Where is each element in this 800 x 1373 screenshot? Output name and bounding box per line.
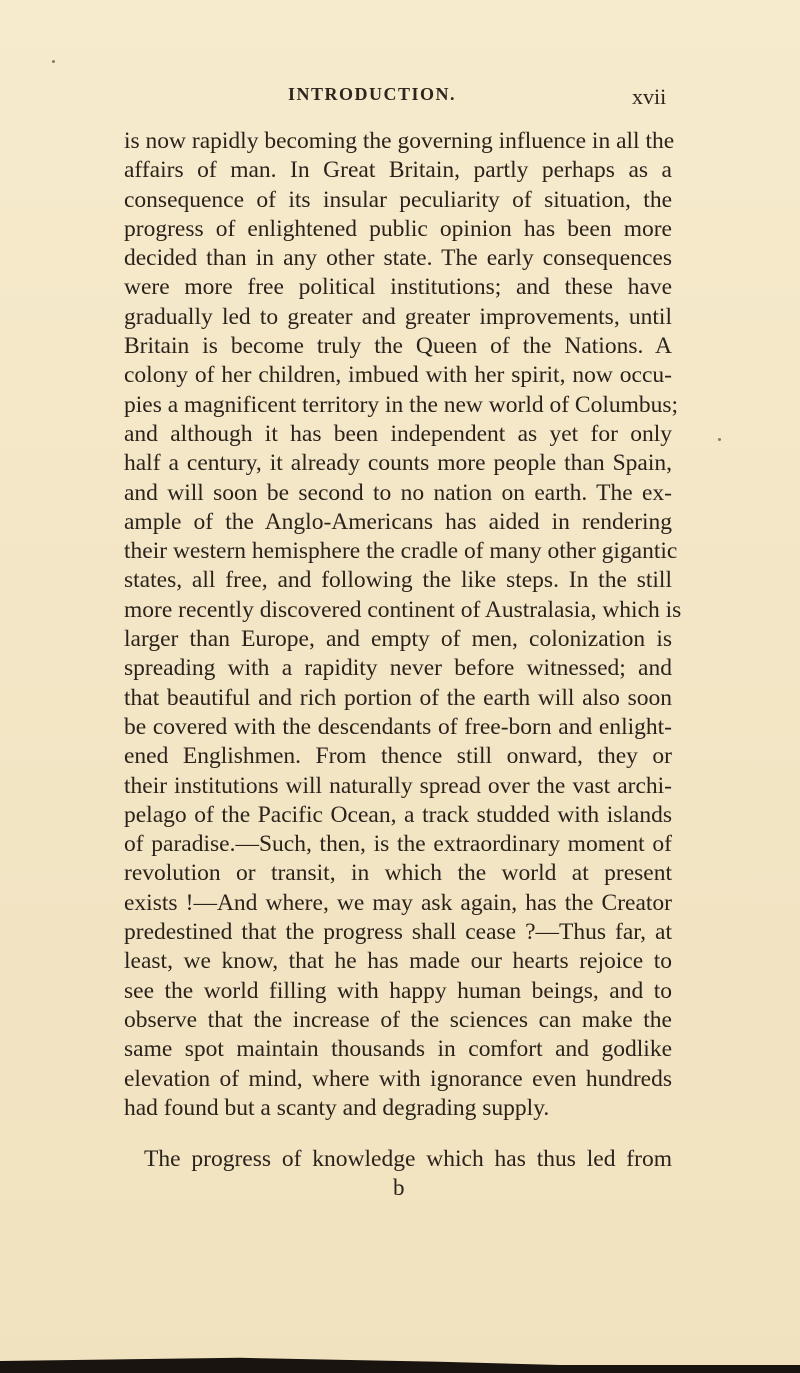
- text-line: Britain is become truly the Queen of the Nations. A: [124, 333, 672, 360]
- text-line: pies a magnificent territory in the new world of Columbus;: [124, 391, 679, 418]
- text-line: and will soon be second to no nation on earth. The ex-: [124, 479, 672, 506]
- text-line: least, we know, that he has made our hearts rejoice to: [124, 948, 672, 975]
- text-line: colony of her children, imbued with her spirit, now occu-: [124, 362, 672, 389]
- text-line: revolution or transit, in which the world at present: [124, 860, 672, 887]
- text-line: predestined that the progress shall cease ?—Thus far, at: [124, 919, 672, 946]
- text-line: half a century, it already counts more people than Spain,: [124, 450, 672, 477]
- text-line: consequence of its insular peculiarity of situation, the: [124, 186, 672, 213]
- text-line: elevation of mind, where with ignorance even hundreds: [124, 1065, 672, 1092]
- paper-speck: [718, 438, 721, 441]
- signature-mark: b: [393, 1175, 405, 1200]
- text-line: see the world filling with happy human beings, and to: [124, 977, 672, 1004]
- text-line: decided than in any other state. The early consequences: [124, 245, 672, 272]
- text-line: states, all free, and following the like steps. In the still: [124, 567, 672, 594]
- text-line: of paradise.—Such, then, is the extraordinary moment of: [124, 831, 672, 858]
- running-head: INTRODUCTION.: [288, 84, 457, 104]
- text-line: observe that the increase of the sciences can make the: [124, 1006, 672, 1033]
- body-paragraph-1: [124, 127, 682, 1123]
- text-line: gradually led to greater and greater improvements, until: [124, 303, 672, 330]
- text-line: progress of enlightened public opinion has been more: [124, 215, 672, 242]
- text-line: and although it has been independent as yet for only: [124, 420, 672, 447]
- page-edge-shadow: [0, 1333, 800, 1373]
- text-line: affairs of man. In Great Britain, partly perhaps as a: [124, 157, 672, 184]
- body-paragraph-2: [124, 1145, 672, 1174]
- text-line: their institutions will naturally spread over the vast archi-: [124, 772, 672, 799]
- paper-speck: [52, 60, 55, 63]
- text-line: their western hemisphere the cradle of many other gigantic: [124, 538, 678, 565]
- text-line: had found but a scanty and degrading supply.: [124, 1094, 550, 1121]
- page-number: xvii: [632, 84, 667, 109]
- text-line: were more free political institutions; and these have: [124, 274, 672, 301]
- text-line: be covered with the descendants of free-born and enlight-: [124, 713, 672, 740]
- text-line: larger than Europe, and empty of men, colonization is: [124, 626, 672, 653]
- text-line: spreading with a rapidity never before witnessed; and: [124, 655, 672, 682]
- text-line: that beautiful and rich portion of the earth will also soon: [124, 684, 672, 711]
- page-header: [0, 84, 800, 114]
- text-line: is now rapidly becoming the governing influence in all the: [124, 128, 675, 154]
- text-line: ened Englishmen. From thence still onward, they or: [124, 743, 672, 770]
- text-line: ample of the Anglo-Americans has aided in rendering: [124, 508, 672, 535]
- text-line: The progress of knowledge which has thus led from: [144, 1146, 672, 1172]
- text-line: exists !—And where, we may ask again, has the Creator: [124, 889, 672, 916]
- text-line: more recently discovered continent of Australasia, which is: [124, 596, 682, 623]
- text-line: pelago of the Pacific Ocean, a track studded with islands: [124, 801, 672, 828]
- text-line: same spot maintain thousands in comfort and godlike: [124, 1036, 672, 1063]
